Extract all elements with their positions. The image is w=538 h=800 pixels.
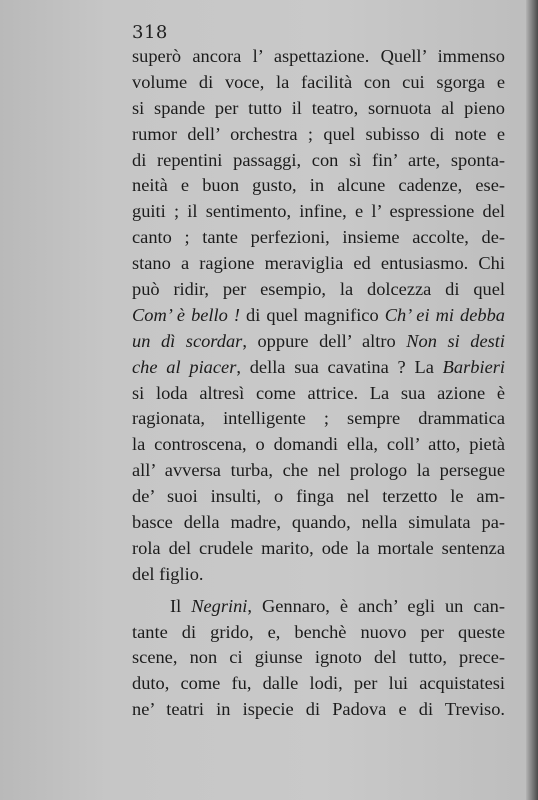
text-line: di repentini passaggi, con sì fin’ arte, sponta- xyxy=(132,149,505,170)
text-line: guiti ; il sentimento, infine, e l’ espressione del xyxy=(132,201,505,222)
text-line: tante di grido, e, benchè nuovo per queste xyxy=(132,621,505,642)
italic-quote: Com’ è bello ! xyxy=(132,304,241,325)
text-run: di quel magnifico xyxy=(240,304,385,325)
text-line: ragionata, intelligente ; sempre drammatica xyxy=(132,408,505,429)
text-line: stano a ragione meraviglia ed entusiasmo. Chi xyxy=(132,253,505,274)
text-run: , della sua cavatina ? La xyxy=(236,356,443,377)
text-line: rumor dell’ orchestra ; quel subisso di note e xyxy=(132,123,505,144)
text-run: , oppure dell’ altro xyxy=(242,330,407,351)
italic-name: Negrini xyxy=(191,595,248,616)
text-line: scene, non ci giunse ignoto del tutto, prece- xyxy=(132,647,505,668)
text-run: Il xyxy=(170,595,192,616)
paragraph-1 xyxy=(132,44,505,588)
italic-quote: un dì scordar xyxy=(132,330,243,351)
text-line: la controscena, o domandi ella, coll’ atto, pietà xyxy=(132,434,505,455)
page-number: 318 xyxy=(132,22,168,43)
text-line: rola del crudele marito, ode la mortale sentenza xyxy=(132,537,505,558)
italic-quote: Non si desti xyxy=(406,330,506,351)
text-line: del figlio. xyxy=(132,563,204,584)
text-line: canto ; tante perfezioni, insieme accolte, de- xyxy=(132,227,505,248)
text-line: si spande per tutto il teatro, sornuota al pieno xyxy=(132,97,505,118)
text-line: all’ avversa turba, che nel prologo la persegue xyxy=(132,460,505,481)
text-line xyxy=(132,303,505,329)
text-line: ne’ teatri in ispecie di Padova e di Treviso. xyxy=(132,699,505,720)
text-line: volume di voce, la facilità con cui sgorga e xyxy=(132,71,505,92)
italic-quote: che al piacer xyxy=(132,356,237,377)
text-line: può ridir, per esempio, la dolcezza di quel xyxy=(132,279,505,300)
text-line: duto, come fu, dalle lodi, per lui acquistatesi xyxy=(132,673,505,694)
paragraph-2 xyxy=(132,594,505,723)
text-line: de’ suoi insulti, o finga nel terzetto le am- xyxy=(132,486,505,507)
text-line: si loda altresì come attrice. La sua azione è xyxy=(132,382,505,403)
italic-quote: Ch’ ei mi debba xyxy=(384,304,505,325)
text-run: , Gennaro, è anch’ egli un can- xyxy=(247,595,505,616)
page-edge-shadow xyxy=(526,0,538,800)
text-line: neità e buon gusto, in alcune cadenze, ese- xyxy=(132,175,505,196)
text-line: basce della madre, quando, nella simulata pa- xyxy=(132,512,505,533)
italic-name: Barbieri xyxy=(442,356,505,377)
text-line: superò ancora l’ aspettazione. Quell’ immenso xyxy=(132,46,505,66)
text-line xyxy=(132,594,505,620)
text-line xyxy=(132,329,505,355)
body-text xyxy=(132,44,505,723)
text-line xyxy=(132,355,505,381)
